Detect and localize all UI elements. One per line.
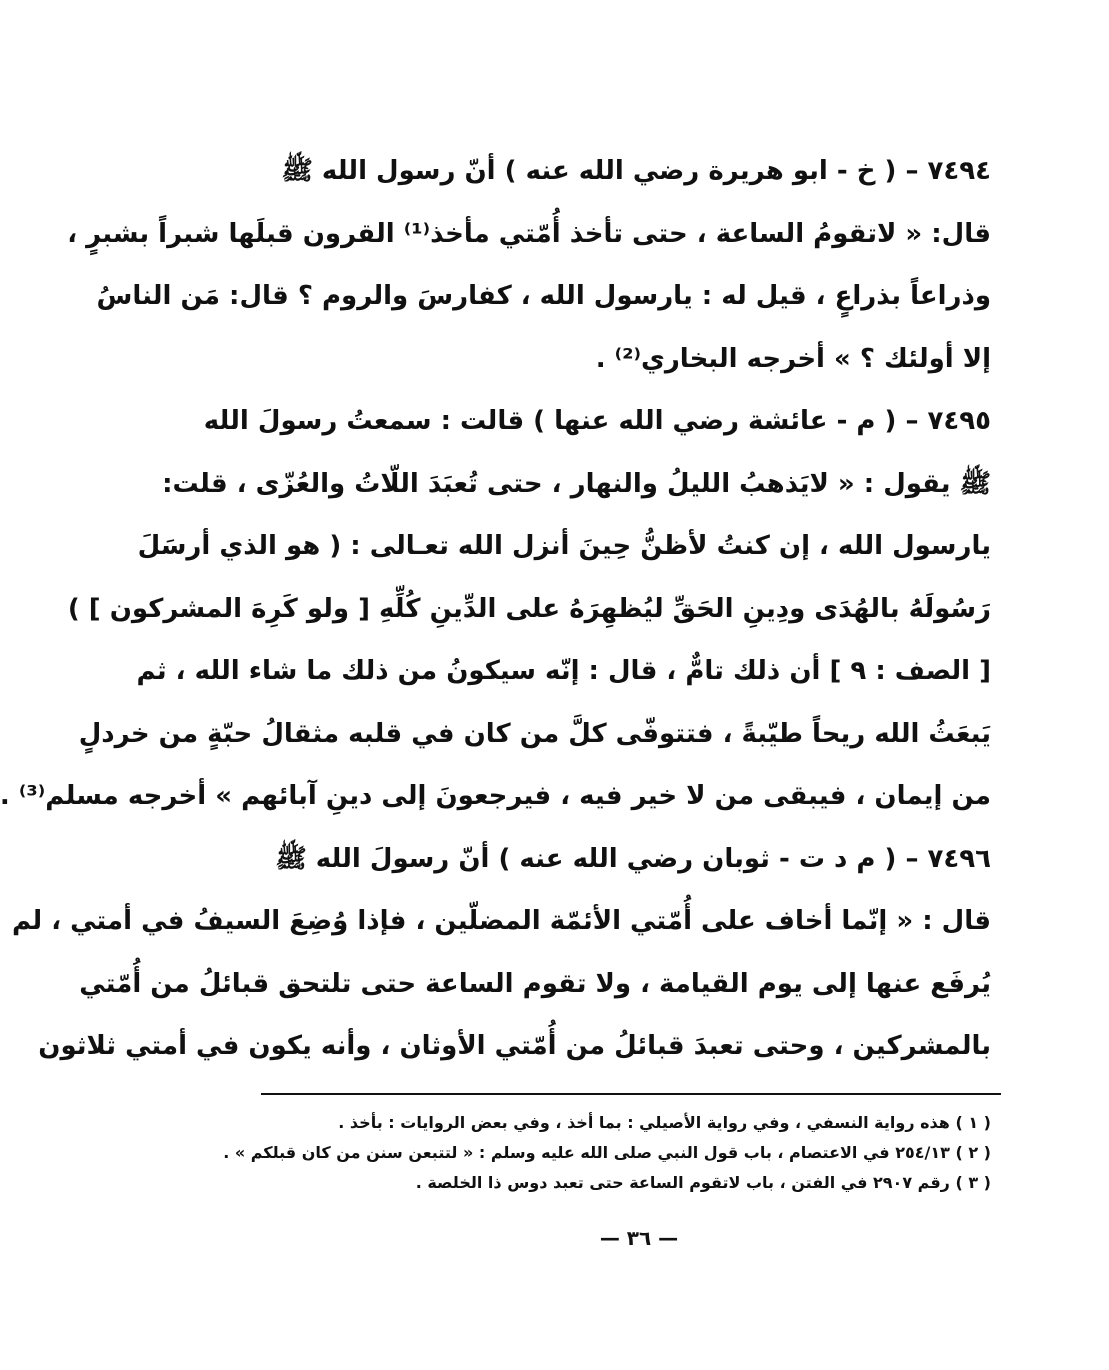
text-line: [ الصف : ٩ ] أن ذلك تامٌّ ، قال : إنّه سيكونُ من ذلك ما شاء الله ، ثم (136, 656, 991, 686)
text-line: إلا أولئك ؟ » أخرجه البخاري⁽²⁾ . (595, 343, 991, 374)
footnote-2: ( ٢ ) ٢٥٤/١٣ في الاعتصام ، باب قول النبي صلى الله عليه وسلم : « لتتبعن سنن من كان قبلكم » . (223, 1143, 991, 1162)
text-line: ٧٤٩٤ – ( خ - ابو هريرة رضي الله عنه ) أنّ رسول الله ﷺ (281, 156, 991, 186)
text-line: ﷺ يقول : « لايَذهبُ الليلُ والنهار ، حتى تُعبَدَ اللّاتُ والعُزّى ، قلت: (162, 468, 991, 499)
text-line: قال : « إنّما أخاف على أُمّتي الأئمّة المضلّين ، فإذا وُضِعَ السيفُ في أمتي ، لم (12, 906, 991, 936)
main-text (0, 140, 991, 1078)
footnote-divider (261, 1093, 1001, 1095)
hadith-7495 (0, 390, 991, 828)
text-line: من إيمان ، فيبقى من لا خير فيه ، فيرجعونَ إلى دينِ آبائهم » أخرجه مسلم⁽³⁾ . (0, 781, 991, 811)
text-line: ٧٤٩٦ – ( م د ت - ثوبان رضي الله عنه ) أنّ رسولَ الله ﷺ (275, 843, 991, 874)
text-line: يَبعَثُ الله ريحاً طيّبةً ، فتتوفّى كلَّ من كان في قلبه مثقالُ حبّةٍ من خردلٍ (78, 718, 991, 749)
footnote-1: ( ١ ) هذه رواية النسفي ، وفي رواية الأصيلي : بما أخذ ، وفي بعض الروايات : بأخذ . (338, 1113, 991, 1132)
text-line: رَسُولَهُ بالهُدَى ودِينِ الحَقِّ ليُظهِرَهُ على الدِّينِ كُلِّهِ [ ولو كَرِهَ المشركون ] ) (67, 593, 991, 624)
text-line: يُرفَع عنها إلى يوم القيامة ، ولا تقوم الساعة حتى تلتحق قبائلُ من أُمّتي (79, 968, 991, 999)
page-number: — ٣٦ — (599, 1226, 679, 1250)
hadith-7496 (12, 828, 991, 1078)
footnote-3: ( ٣ ) رقم ٢٩٠٧ في الفتن ، باب لاتقوم الساعة حتى تعبد دوس ذا الخلصة . (415, 1173, 991, 1192)
text-line: ٧٤٩٥ – ( م - عائشة رضي الله عنها ) قالت : سمعتُ رسولَ الله (203, 406, 991, 436)
text-line: بالمشركين ، وحتى تعبدَ قبائلُ من أُمّتي الأوثان ، وأنه يكون في أمتي ثلاثون (38, 1031, 991, 1061)
text-line: وذراعاً بذراعٍ ، قيل له : يارسول الله ، كفارسَ والروم ؟ قال: مَن الناسُ (96, 281, 991, 311)
hadith-7494 (67, 140, 991, 390)
text-line: قال: « لاتقومُ الساعة ، حتى تأخذ أُمّتي مأخذ⁽¹⁾ القرون قبلَها شبراً بشبرٍ ، (67, 218, 991, 249)
text-line: يارسول الله ، إن كنتُ لأظنُّ حِينَ أنزل الله تعـالى : ( هو الذي أرسَلَ (137, 531, 991, 561)
footnotes (223, 1108, 991, 1198)
